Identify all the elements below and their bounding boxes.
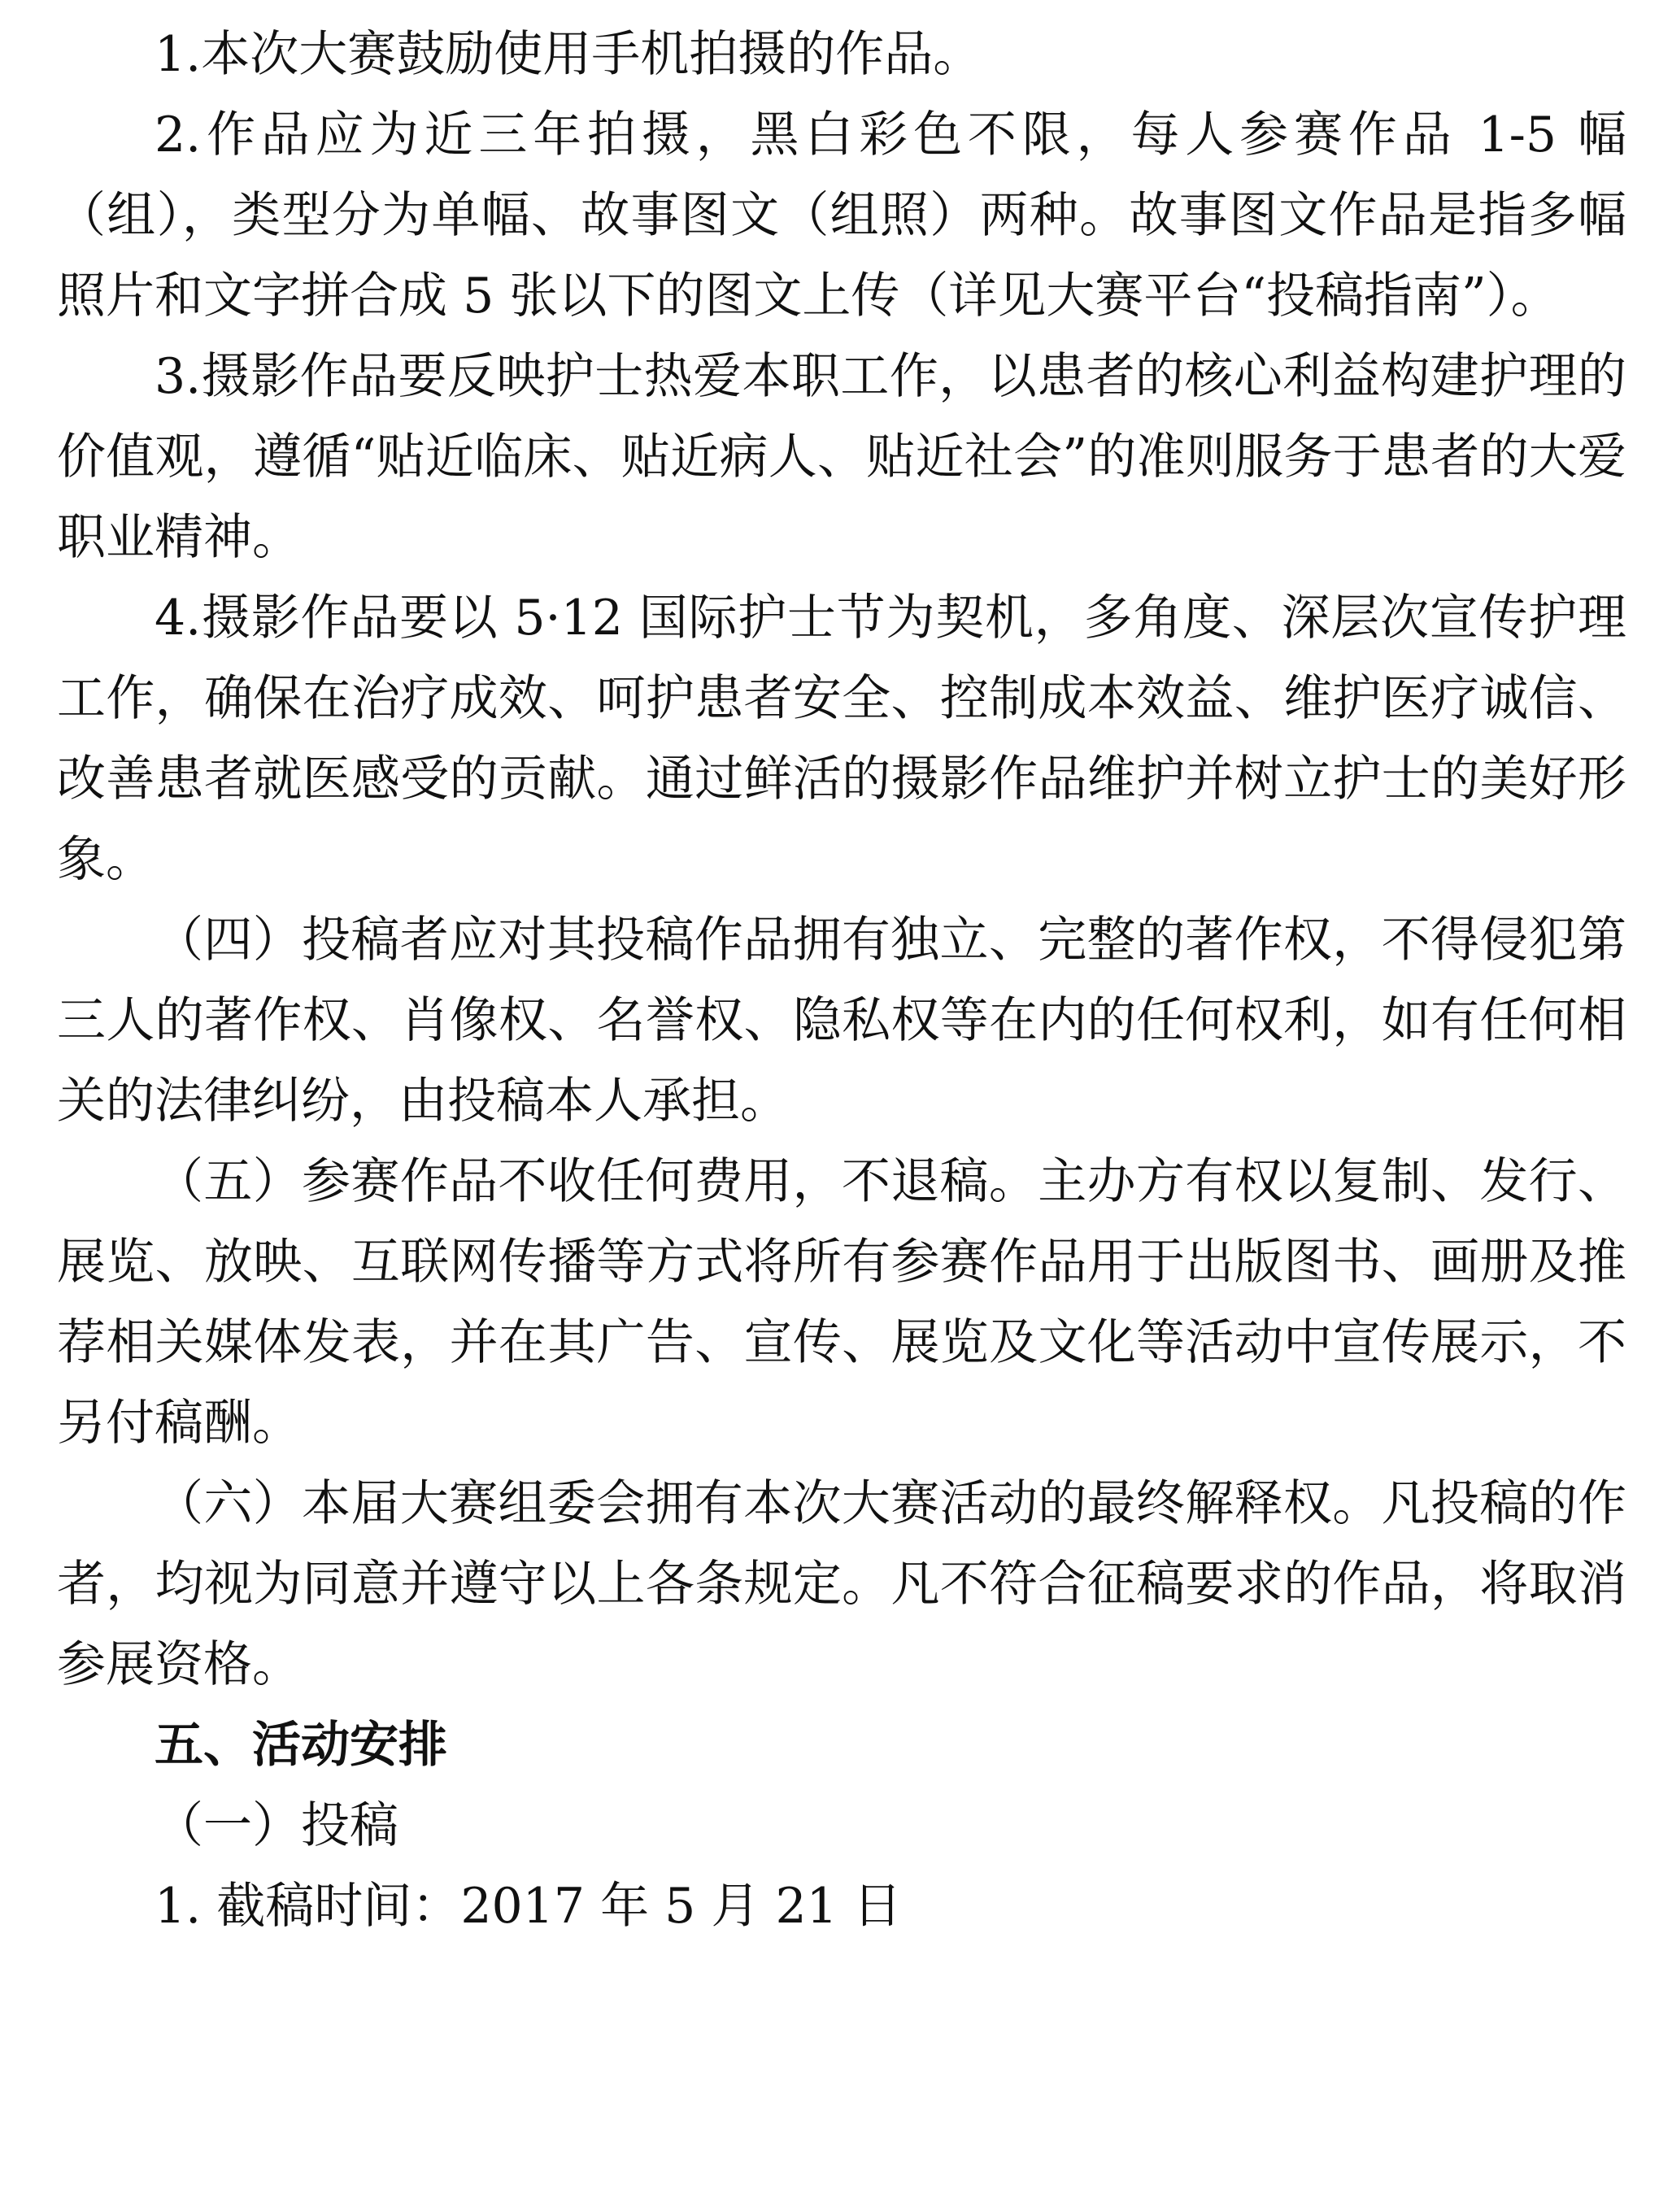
paragraph-item-4: 4.摄影作品要以 5·12 国际护士节为契机，多角度、深层次宣传护理工作，确保在治疗成效、呵护患者安全、控制成本效益、维护医疗诚信、改善患者就医感受的贡献。通过鲜活的摄影作品维护并树立护士的美好形象。: [57, 590, 1626, 888]
subsection-heading: （一）投稿: [155, 1797, 398, 1854]
deadline-item: 1. 截稿时间：2017 年 5 月 21 日: [155, 1878, 902, 1935]
paragraph-section-6: （六）本届大赛组委会拥有本次大赛活动的最终解释权。凡投稿的作者，均视为同意并遵守以上各条规定。凡不符合征稿要求的作品，将取消参展资格。: [57, 1475, 1626, 1693]
paragraph-section-5: （五）参赛作品不收任何费用，不退稿。主办方有权以复制、发行、展览、放映、互联网传播等方式将所有参赛作品用于出版图书、画册及推荐相关媒体发表，并在其广告、宣传、展览及文化等活动中宣传展示，不另付稿酬。: [57, 1153, 1626, 1452]
paragraph-item-3: 3.摄影作品要反映护士热爱本职工作，以患者的核心利益构建护理的价值观，遵循“贴近临床、贴近病人、贴近社会”的准则服务于患者的大爱职业精神。: [57, 348, 1626, 566]
paragraph-section-4: （四）投稿者应对其投稿作品拥有独立、完整的著作权，不得侵犯第三人的著作权、肖像权、名誉权、隐私权等在内的任何权利，如有任何相关的法律纠纷，由投稿本人承担。: [57, 912, 1626, 1130]
paragraph-item-2: 2.作品应为近三年拍摄，黑白彩色不限，每人参赛作品 1-5 幅（组），类型分为单幅、故事图文（组照）两种。故事图文作品是指多幅照片和文字拼合成 5 张以下的图文上传（详见大赛平台“投稿指南”）。: [57, 107, 1626, 324]
document-page: [57, 15, 1626, 1947]
paragraph-item-1: 1.本次大赛鼓励使用手机拍摄的作品。: [155, 26, 982, 83]
section-heading: 五、活动安排: [155, 1717, 447, 1774]
